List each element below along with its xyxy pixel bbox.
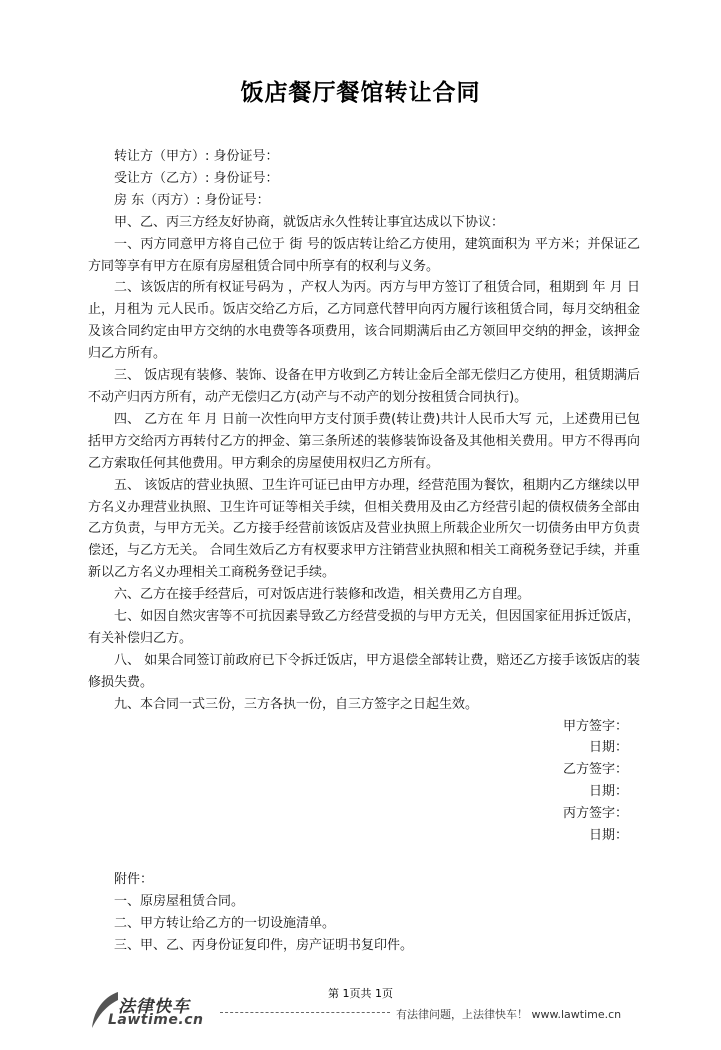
party-a-line: 转让方（甲方）: 身份证号： xyxy=(114,149,279,164)
clause-1: 一、丙方同意甲方将自己位于 街 号的饭店转让给乙方使用，建筑面积为 平方米；并保证乙方同等享有甲方在原有房屋租赁合同中所享有的权利与义务。 xyxy=(88,236,640,274)
clause-3: 三、 饭店现有装修、装饰、设备在甲方收到乙方转让金后全部无偿归乙方使用，租赁期满后不动产归丙方所有，动产无偿归乙方(动产与不动产的划分按租赁合同执行)。 xyxy=(88,368,640,405)
party-c-line: 房 东（丙方）: 身份证号： xyxy=(114,192,270,208)
clause-5: 五、 该饭店的营业执照、卫生许可证已由甲方办理，经营范围为餐饮，租期内乙方继续以甲方名义办理营业执照、卫生许可证等相关手续，但相关费用及由乙方经营引起的债权债务全部由乙方负责，与甲方无关。乙方接手经营前该饭店及营业执照上所载企业所欠一切债务由甲方负责偿还，与乙方无关。 合同生效后乙方有权要求甲方注销营业执照和相关工商税务登记手续，并重新以乙方名义办理相关工商税务登记手续。 xyxy=(88,477,640,581)
preamble: 甲、乙、丙三方经友好协商，就饭店永久性转让事宜达成以下协议： xyxy=(114,214,505,230)
clause-7: 七、如因自然灾害等不可抗因素导致乙方经营受损的与甲方无关，但因国家征用拆迁饭店，有关补偿归乙方。 xyxy=(88,609,640,646)
footer-divider xyxy=(220,1012,390,1013)
clause-8: 八、 如果合同签订前政府已下令拆迁饭店，甲方退偿全部转让费，赔还乙方接手该饭店的装修损失费。 xyxy=(88,652,640,690)
document-title: 饭店餐厅餐馆转让合同 xyxy=(240,80,481,106)
page-footer xyxy=(0,978,721,1038)
attachment-item: 三、甲、乙、丙身份证复印件，房产证明书复印件。 xyxy=(114,937,414,953)
signature-party-a: 甲方签字： xyxy=(562,718,628,734)
signature-party-c: 丙方签字： xyxy=(562,806,628,822)
clause-6: 六、乙方在接手经营后，可对饭店进行装修和改造，相关费用乙方自理。 xyxy=(114,587,531,603)
logo-text-cn: 法律快车 xyxy=(118,997,190,1017)
clause-4: 四、 乙方在 年 月 日前一次性向甲方支付顶手费(转让费)共计人民币大写 元，上述费用已包括甲方交给丙方再转付乙方的押金、第三条所述的装修装饰设备及其他相关费用。甲方不得再向乙方索取任何其他费用。甲方剩余的房屋使用权归乙方所有。 xyxy=(88,411,640,471)
signature-date-a: 日期： xyxy=(588,740,628,756)
footer-slogan: 有法律问题，上法律快车！ www.lawtime.cn xyxy=(396,1008,622,1021)
signature-party-b: 乙方签字： xyxy=(562,762,628,778)
signature-date-c: 日期： xyxy=(588,828,628,844)
party-b-line: 受让方（乙方）: 身份证号： xyxy=(114,170,279,186)
signature-date-b: 日期： xyxy=(588,784,628,800)
attachment-item: 二、甲方转让给乙方的一切设施清单。 xyxy=(114,915,336,931)
clause-9: 九、本合同一式三份，三方各执一份，自三方签字之日起生效。 xyxy=(114,696,479,712)
clause-2: 二、该饭店的所有权证号码为 ，产权人为丙。丙方与甲方签订了租赁合同，租期到 年 月 日止，月租为 元人民币。饭店交给乙方后，乙方同意代替甲向丙方履行该租赁合同，每月交纳租金及该合同约定由甲方交纳的水电费等各项费用，该合同期满后由乙方领回甲交纳的押金，该押金归乙方所有。 xyxy=(88,280,640,362)
page-number: 第 1页共 1页 xyxy=(328,987,393,1000)
spacer xyxy=(88,847,640,869)
document-body xyxy=(88,146,640,957)
logo-text-en: Lawtime.cn xyxy=(108,1012,204,1028)
attachment-item: 一、原房屋租赁合同。 xyxy=(114,893,245,909)
attachments-heading: 附件： xyxy=(114,872,154,887)
